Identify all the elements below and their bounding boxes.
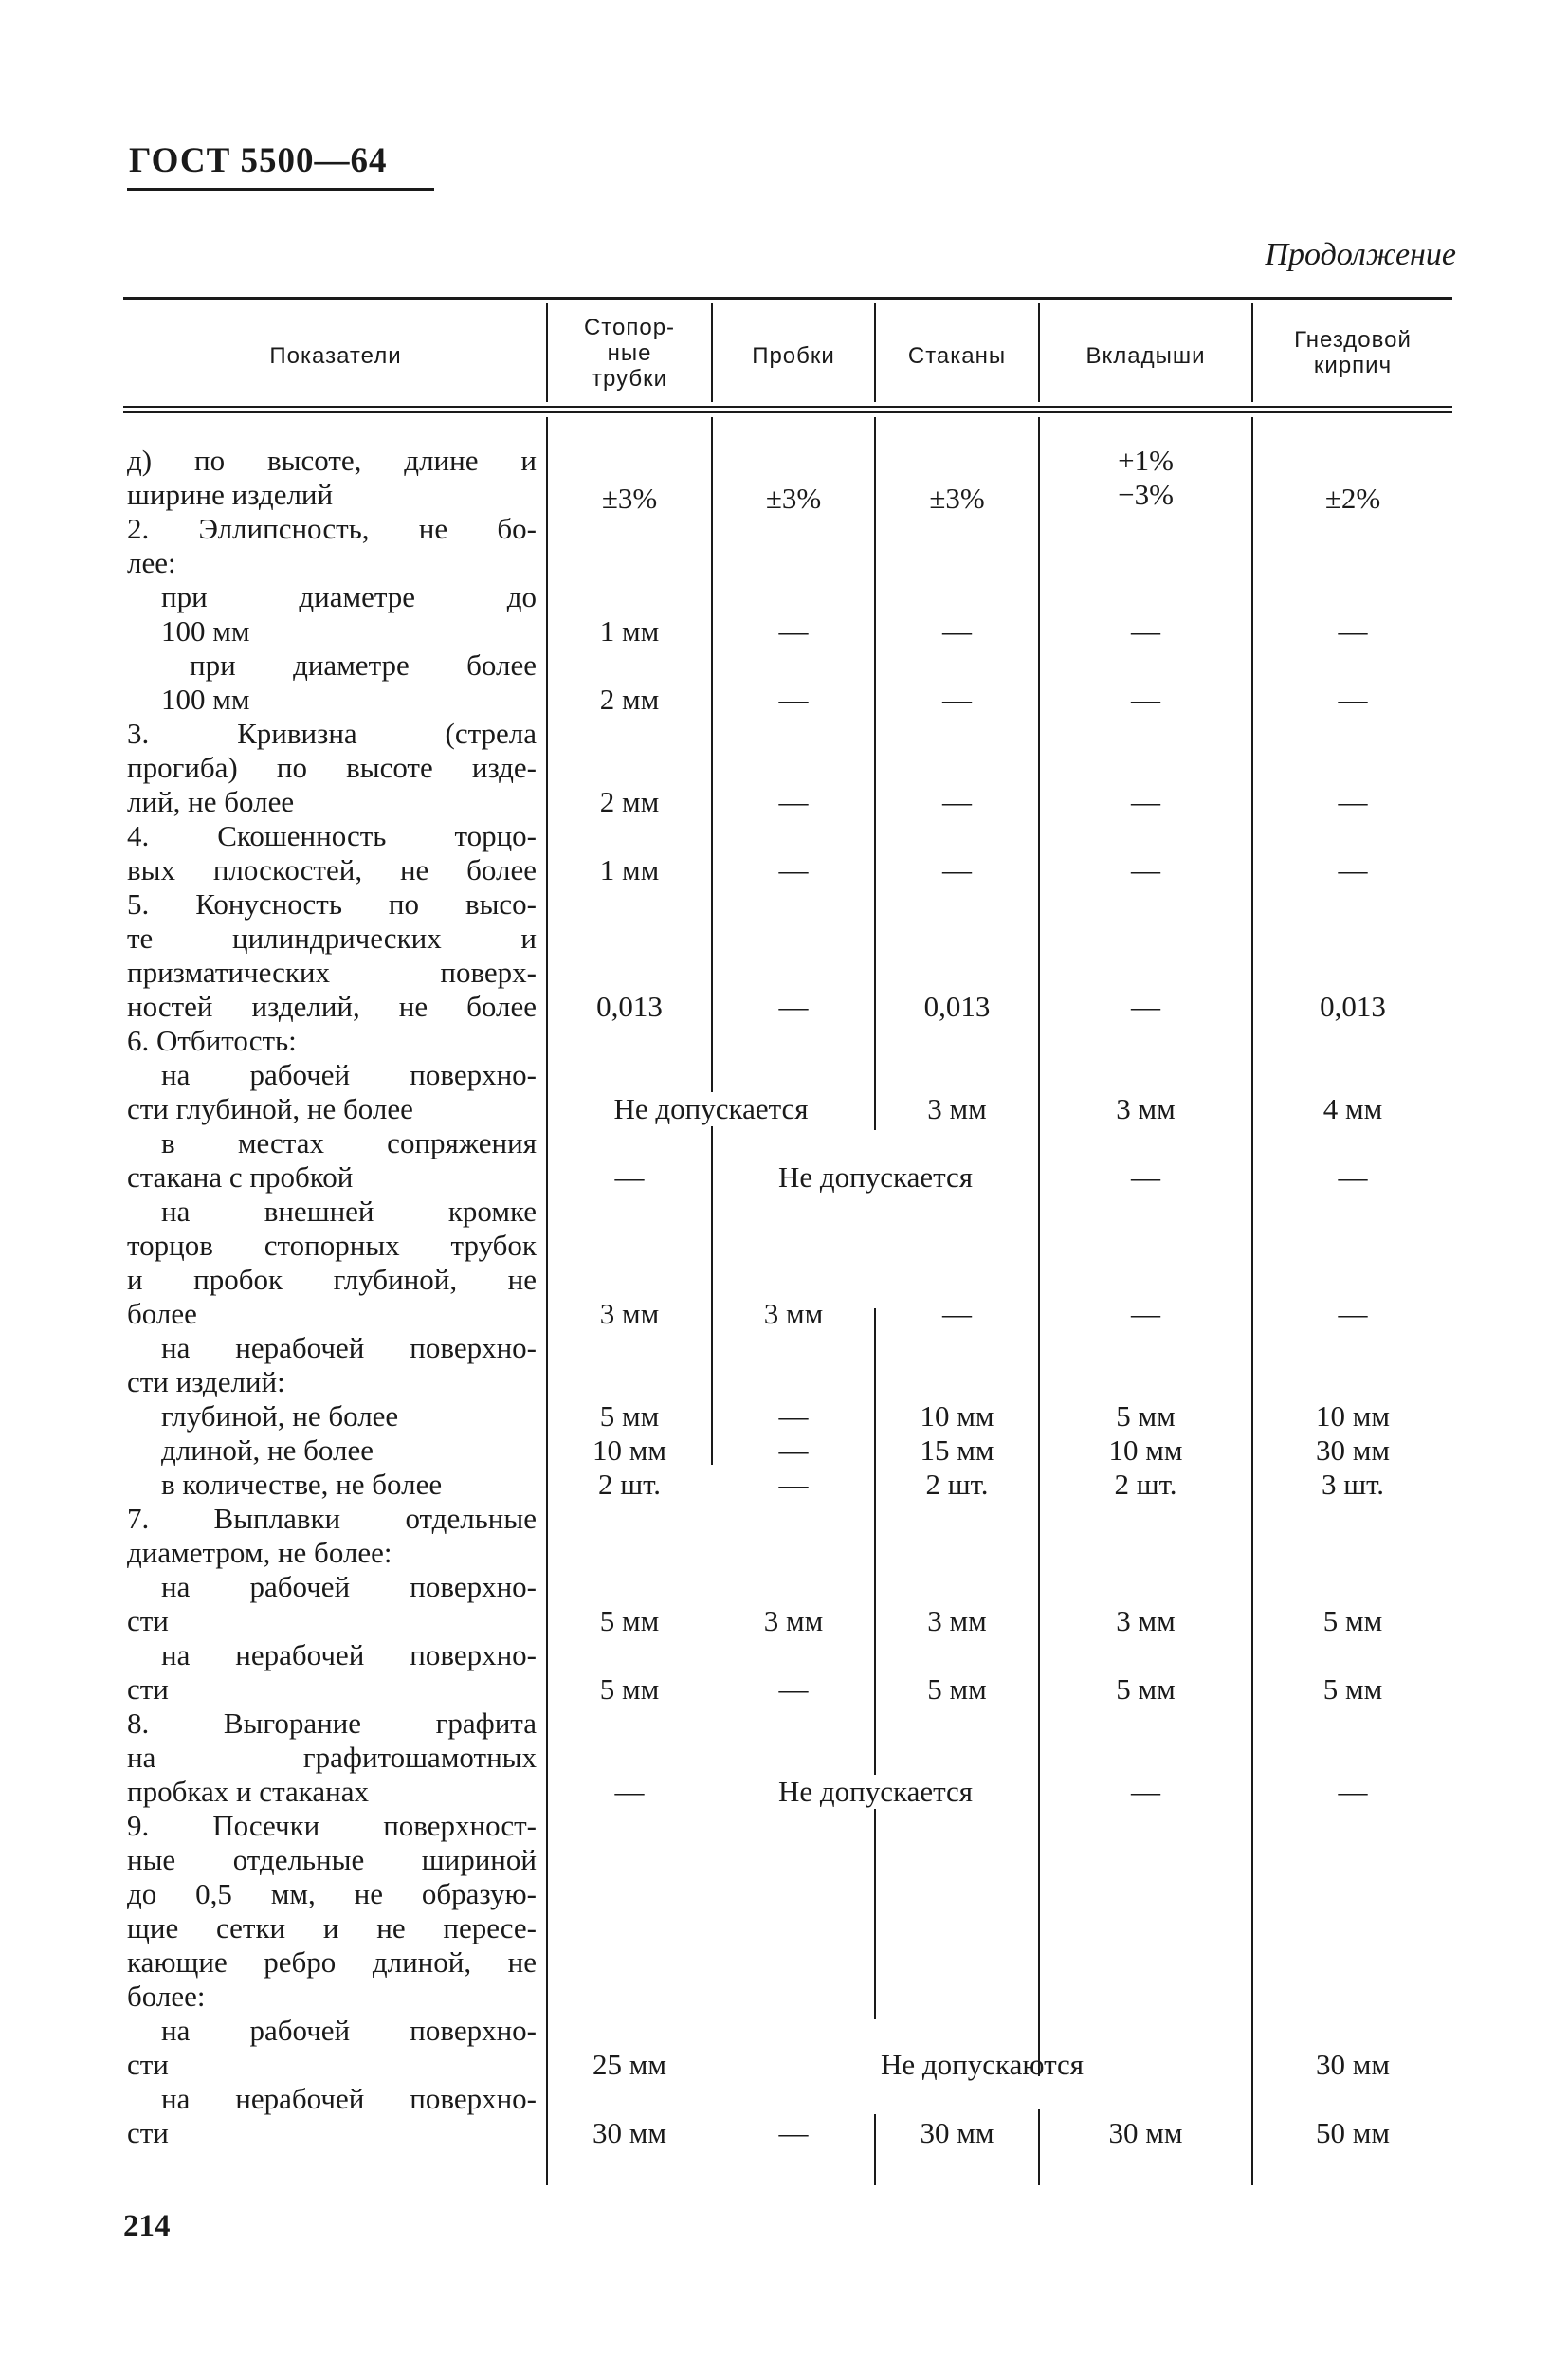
row-label-chip-outer-edge: более xyxy=(127,1297,197,1330)
table-cell: — xyxy=(1131,1160,1160,1194)
row-label-diameter-over-100: при диаметре более xyxy=(190,648,537,682)
table-cell: 30 мм xyxy=(593,2116,666,2149)
table-cell: 2 шт. xyxy=(1114,1468,1177,1501)
column-header-stopper-tubes: Стопор- ные трубки xyxy=(583,315,676,392)
table-cell: — xyxy=(1131,1775,1160,1808)
row-label-ellipticity: лее: xyxy=(127,546,176,579)
row-label-graphite-burnout: 8. Выгорание графита xyxy=(127,1707,537,1740)
row-label-surface-cuts: кающие ребро длиной, не xyxy=(127,1945,537,1979)
table-header-rule-2 xyxy=(123,411,1452,413)
table-cell: 30 мм xyxy=(920,2116,994,2149)
row-label-depth: глубиной, не более xyxy=(161,1399,399,1433)
table-cell: 30 мм xyxy=(1108,2116,1183,2149)
table-cell: — xyxy=(1338,785,1368,818)
table-cell: 3 шт. xyxy=(1321,1468,1385,1501)
row-label-melts-nonworking: сти xyxy=(127,1672,169,1706)
table-cell: 10 мм xyxy=(1316,1399,1390,1433)
table-cell-spanning: Не допускается xyxy=(777,1160,974,1194)
table-cell: 2 мм xyxy=(599,785,660,818)
table-cell: 15 мм xyxy=(920,1433,994,1467)
row-label-diameter-up-to-100: 100 мм xyxy=(161,614,250,648)
column-header-nest-brick: Гнездовой кирпич xyxy=(1294,327,1412,378)
table-cell: 5 мм xyxy=(1322,1672,1383,1706)
table-cell: 5 мм xyxy=(1322,1604,1383,1637)
column-header-plugs: Пробки xyxy=(752,343,835,369)
table-cell: 1 мм xyxy=(599,853,660,886)
table-cell: — xyxy=(778,2116,809,2149)
column-header-nozzles: Стаканы xyxy=(907,343,1007,369)
table-cell-spanning: Не допускается xyxy=(548,1092,874,1126)
table-cell: — xyxy=(778,683,809,716)
row-label-chip-outer-edge: на внешней кромке xyxy=(161,1195,537,1228)
table-cell: — xyxy=(778,1433,809,1467)
row-label-melts-working: сти xyxy=(127,1604,169,1637)
table-cell: 3 мм xyxy=(763,1604,824,1637)
table-cell: ±3% xyxy=(765,482,822,515)
table-cell: 5 мм xyxy=(1116,1672,1176,1706)
table-cell: 2 мм xyxy=(599,683,660,716)
row-label-diameter-over-100: 100 мм xyxy=(161,683,250,716)
column-header-inserts: Вкладыши xyxy=(1085,343,1206,369)
row-label-chip-outer-edge: и пробок глубиной, не xyxy=(127,1263,537,1296)
row-label-melts: диаметром, не более: xyxy=(127,1536,392,1569)
table-cell: 5 мм xyxy=(599,1672,660,1706)
table-cell: — xyxy=(942,785,972,818)
row-label-length: длиной, не более xyxy=(161,1433,374,1467)
table-cell-spanning: Не допускается xyxy=(713,1775,1038,1809)
table-cell: — xyxy=(1338,1775,1368,1808)
table-cell-spanning: Не допускаются xyxy=(880,2048,1085,2081)
table-cell: — xyxy=(1131,990,1160,1023)
table-cell: 0,013 xyxy=(923,990,991,1023)
table-cell: 4 мм xyxy=(1322,1092,1383,1125)
table-header-rule xyxy=(123,406,1452,408)
table-cell: — xyxy=(778,1468,809,1501)
row-label-curvature: 3. Кривизна (стрела xyxy=(127,717,537,750)
row-label-surface-cuts: ные отдельные шириной xyxy=(127,1843,537,1876)
table-cell: — xyxy=(1131,1297,1160,1330)
row-label-chip-outer-edge: торцов стопорных трубок xyxy=(127,1229,537,1262)
row-label-taper: 5. Конусность по высо- xyxy=(127,887,537,921)
table-cell: 25 мм xyxy=(593,2048,666,2081)
table-cell: ±2% xyxy=(1324,482,1381,515)
table-cell: 3 мм xyxy=(1116,1092,1176,1125)
table-cell: 5 мм xyxy=(1116,1399,1176,1433)
table-cell: 10 мм xyxy=(593,1433,666,1467)
table-cell: +1% −3% xyxy=(1118,444,1174,511)
table-cell: — xyxy=(614,1775,645,1808)
row-label-cuts-nonworking: сти xyxy=(127,2116,169,2149)
table-cell: — xyxy=(614,1160,645,1194)
row-label-height-tolerance: д) по высоте, длине и xyxy=(127,444,537,477)
row-label-graphite-burnout: пробках и стаканах xyxy=(127,1775,369,1808)
row-label-curvature: прогиба) по высоте изде- xyxy=(127,751,537,784)
table-cell: — xyxy=(778,614,809,648)
table-cell: 10 мм xyxy=(1108,1433,1183,1467)
table-cell: — xyxy=(1131,683,1160,716)
row-label-melts: 7. Выплавки отдельные xyxy=(127,1502,537,1535)
row-label-height-tolerance: ширине изделий xyxy=(127,478,334,511)
row-label-cuts-nonworking: на нерабочей поверхно- xyxy=(161,2082,537,2115)
table-cell: — xyxy=(1338,683,1368,716)
table-cell: — xyxy=(778,853,809,886)
table-cell: 3 мм xyxy=(763,1297,824,1330)
table-cell: 50 мм xyxy=(1316,2116,1390,2149)
row-label-taper: призматических поверх- xyxy=(127,956,537,989)
table-cell: — xyxy=(942,683,972,716)
row-label-chip-working-surface: сти глубиной, не более xyxy=(127,1092,413,1125)
table-cell: — xyxy=(1131,853,1160,886)
table-cell: — xyxy=(1338,614,1368,648)
page-number: 214 xyxy=(123,2209,171,2243)
table-cell: ±3% xyxy=(601,482,658,515)
row-label-cuts-working: сти xyxy=(127,2048,169,2081)
row-label-chip-junction: стакана с пробкой xyxy=(127,1160,354,1194)
table-cell: 0,013 xyxy=(596,990,663,1023)
table-cell: 5 мм xyxy=(599,1604,660,1637)
row-label-melts-nonworking: на нерабочей поверхно- xyxy=(161,1638,537,1671)
table-cell: — xyxy=(778,990,809,1023)
table-cell: — xyxy=(1131,785,1160,818)
header-underline xyxy=(127,188,434,191)
table-cell: ±3% xyxy=(929,482,985,515)
row-label-taper: ностей изделий, не более xyxy=(127,990,537,1023)
table-cell: — xyxy=(942,853,972,886)
row-label-chip-working-surface: на рабочей поверхно- xyxy=(161,1058,537,1091)
row-label-diameter-up-to-100: при диаметре до xyxy=(161,580,537,613)
table-cell: — xyxy=(1338,1297,1368,1330)
row-label-surface-cuts: щие сетки и не пересе- xyxy=(127,1911,537,1944)
table-cell: 3 мм xyxy=(599,1297,660,1330)
row-label-cuts-working: на рабочей поверхно- xyxy=(161,2014,537,2047)
document-header: ГОСТ 5500—64 xyxy=(129,141,388,180)
table-cell: — xyxy=(1131,614,1160,648)
table-cell: 0,013 xyxy=(1320,990,1386,1023)
row-label-quantity: в количестве, не более xyxy=(161,1468,443,1501)
table-cell: 5 мм xyxy=(927,1672,987,1706)
table-cell: — xyxy=(942,1297,972,1330)
row-label-end-skew: вых плоскостей, не более xyxy=(127,853,537,886)
row-label-melts-working: на рабочей поверхно- xyxy=(161,1570,537,1603)
row-label-chip-nonworking-surface: сти изделий: xyxy=(127,1365,285,1398)
table-cell: 10 мм xyxy=(920,1399,994,1433)
table-top-rule xyxy=(123,297,1452,300)
table-cell: 2 шт. xyxy=(597,1468,662,1501)
continuation-label: Продолжение xyxy=(1265,237,1456,272)
row-label-graphite-burnout: на графитошамотных xyxy=(127,1741,537,1774)
table-cell: — xyxy=(778,1672,809,1706)
row-label-ellipticity: 2. Эллипсность, не бо- xyxy=(127,512,537,545)
row-label-surface-cuts: более: xyxy=(127,1980,206,2013)
row-label-surface-cuts: до 0,5 мм, не образую- xyxy=(127,1877,537,1910)
row-label-chipping: 6. Отбитость: xyxy=(127,1024,297,1057)
row-label-taper: те цилиндрических и xyxy=(127,922,537,955)
table-cell: — xyxy=(1338,1160,1368,1194)
row-label-chip-nonworking-surface: на нерабочей поверхно- xyxy=(161,1331,537,1364)
table-cell: 30 мм xyxy=(1316,1433,1390,1467)
table-cell: 3 мм xyxy=(927,1092,987,1125)
table-cell: 30 мм xyxy=(1316,2048,1390,2081)
row-label-chip-junction: в местах сопряжения xyxy=(161,1126,537,1159)
column-header-indicators: Показатели xyxy=(269,343,402,369)
row-label-curvature: лий, не более xyxy=(127,785,295,818)
table-cell: 3 мм xyxy=(1116,1604,1176,1637)
row-label-surface-cuts: 9. Посечки поверхност- xyxy=(127,1809,537,1842)
table-cell: — xyxy=(942,614,972,648)
column-rule xyxy=(1038,417,1040,2076)
table-cell: — xyxy=(778,1399,809,1433)
table-cell: 5 мм xyxy=(599,1399,660,1433)
row-label-end-skew: 4. Скошенность торцо- xyxy=(127,819,537,852)
table-cell: 1 мм xyxy=(599,614,660,648)
table-cell: 3 мм xyxy=(927,1604,987,1637)
table-cell: 2 шт. xyxy=(925,1468,989,1501)
table-cell: — xyxy=(778,785,809,818)
table-cell: — xyxy=(1338,853,1368,886)
